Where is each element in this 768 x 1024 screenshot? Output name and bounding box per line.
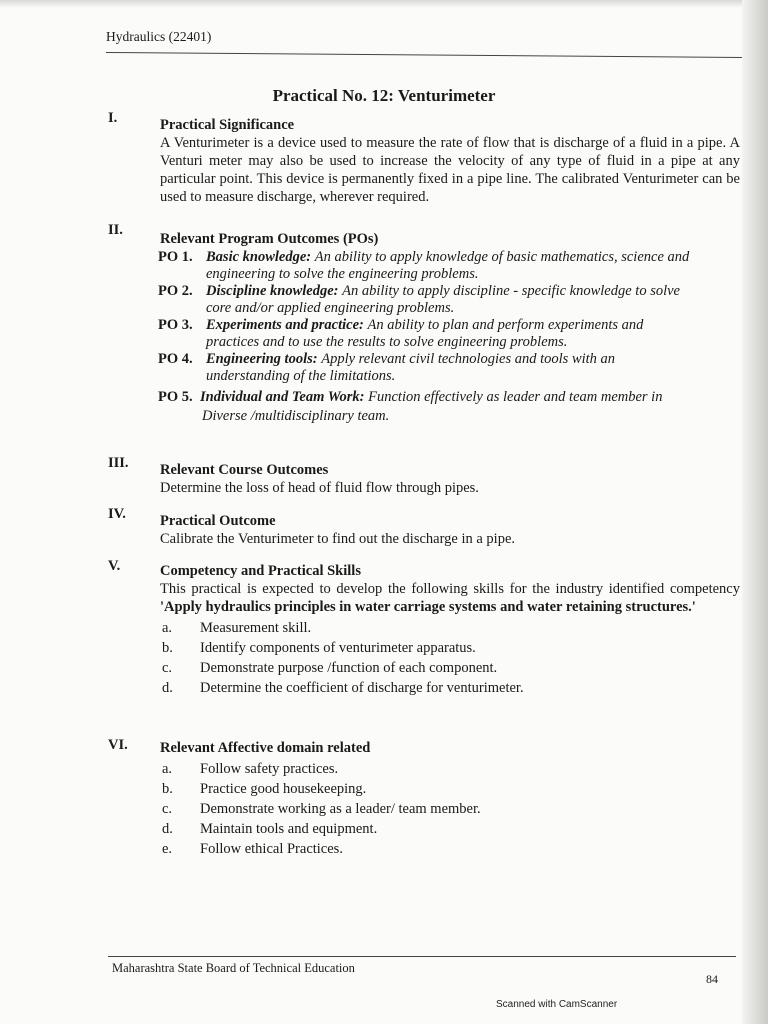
list-item [160, 799, 740, 819]
section-text: A Venturimeter is a device used to measure the rate of flow that is discharge of a fluid in a pipe. A Venturi meter may also be used to increase the velocity of any type of fluid in a pipe at any particular point. This device is permanently fixed in a pipe line. The calibrated Venturimeter can be used to measure discharge, wherever required. [160, 135, 740, 205]
list-marker: c. [162, 660, 173, 676]
section-number: V. [108, 558, 121, 574]
list-marker: d. [162, 680, 173, 696]
list-text: Demonstrate working as a leader/ team member. [200, 801, 481, 817]
list-marker: b. [162, 781, 173, 797]
section-number: III. [108, 455, 129, 471]
section-heading: Practical Significance [160, 117, 295, 133]
section-heading: Competency and Practical Skills [160, 563, 361, 579]
section-number: VI. [108, 737, 128, 753]
po-term: Discipline knowledge: [206, 283, 339, 299]
po-desc-cont: engineering to solve the engineering problems. [206, 266, 479, 282]
po-term: Engineering tools: [206, 351, 318, 367]
list-text: Determine the coefficient of discharge for venturimeter. [200, 680, 524, 696]
section-heading: Relevant Program Outcomes (POs) [160, 231, 379, 247]
list-marker: c. [162, 801, 173, 817]
section-heading: Practical Outcome [160, 513, 276, 529]
po-term: Individual and Team Work: [200, 389, 365, 405]
list-item [160, 658, 740, 678]
list-item [160, 819, 740, 839]
po-id: PO 3. [158, 317, 193, 333]
footer-board: Maharashtra State Board of Technical Education [112, 961, 355, 975]
section-heading: Relevant Course Outcomes [160, 462, 329, 478]
list-marker: e. [162, 841, 173, 857]
po-id: PO 2. [158, 283, 193, 299]
po-id: PO 1. [158, 249, 193, 265]
scan-top-edge [0, 0, 768, 8]
po-id: PO 5. [158, 389, 193, 405]
section-number: IV. [108, 506, 126, 522]
po-desc-cont: understanding of the limitations. [206, 368, 396, 384]
po-item [158, 350, 740, 384]
competency-intro: This practical is expected to develop the following skills for the industry identified competency [160, 581, 740, 597]
po-desc-cont: practices and to use the results to solve engineering problems. [206, 334, 568, 350]
section-number: II. [108, 222, 123, 238]
list-text: Practice good housekeeping. [200, 781, 367, 797]
list-text: Maintain tools and equipment. [200, 821, 378, 837]
skills-list [160, 618, 740, 698]
list-text: Demonstrate purpose /function of each component. [200, 660, 498, 676]
po-desc-cont: core and/or applied engineering problems. [206, 300, 455, 316]
page-title: Practical No. 12: Venturimeter [272, 86, 496, 105]
section-heading: Relevant Affective domain related [160, 740, 371, 756]
scanner-watermark: Scanned with CamScanner [496, 999, 618, 1010]
section-number: I. [108, 110, 118, 126]
list-text: Measurement skill. [200, 620, 312, 636]
po-desc: Apply relevant civil technologies and tools with an [321, 351, 616, 367]
section-text: Determine the loss of head of fluid flow through pipes. [160, 480, 479, 496]
list-item [160, 638, 740, 658]
competency-statement: 'Apply hydraulics principles in water carriage systems and water retaining structures.' [160, 599, 696, 615]
po-desc: An ability to plan and perform experiments and [367, 317, 644, 333]
list-item [160, 779, 740, 799]
list-item [160, 759, 740, 779]
po-term: Basic knowledge: [206, 249, 312, 265]
scan-right-edge [742, 0, 768, 1024]
po-desc-cont: Diverse /multidisciplinary team. [202, 408, 390, 424]
list-text: Identify components of venturimeter apparatus. [200, 640, 476, 656]
list-text: Follow ethical Practices. [200, 841, 343, 857]
list-marker: a. [162, 761, 173, 777]
list-item [160, 678, 740, 698]
list-marker: a. [162, 620, 173, 636]
po-desc: An ability to apply discipline - specific knowledge to solve [342, 283, 680, 299]
list-item [160, 618, 740, 638]
page-number: 84 [706, 972, 718, 986]
list-item [160, 839, 740, 859]
footer-rule [108, 956, 736, 957]
po-item [158, 316, 740, 350]
affective-list [160, 759, 740, 859]
list-text: Follow safety practices. [200, 761, 339, 777]
po-term: Experiments and practice: [206, 317, 364, 333]
section-text [160, 580, 740, 616]
po-desc: Function effectively as leader and team member in [368, 389, 663, 405]
po-id: PO 4. [158, 351, 193, 367]
po-item [158, 282, 740, 316]
running-header: Hydraulics (22401) [106, 29, 212, 44]
list-marker: d. [162, 821, 173, 837]
po-desc: An ability to apply knowledge of basic mathematics, science and [314, 249, 690, 265]
section-text: Calibrate the Venturimeter to find out the discharge in a pipe. [160, 531, 516, 547]
po-item [158, 248, 740, 282]
po-item [158, 388, 740, 426]
header-rule [106, 52, 742, 58]
list-marker: b. [162, 640, 173, 656]
